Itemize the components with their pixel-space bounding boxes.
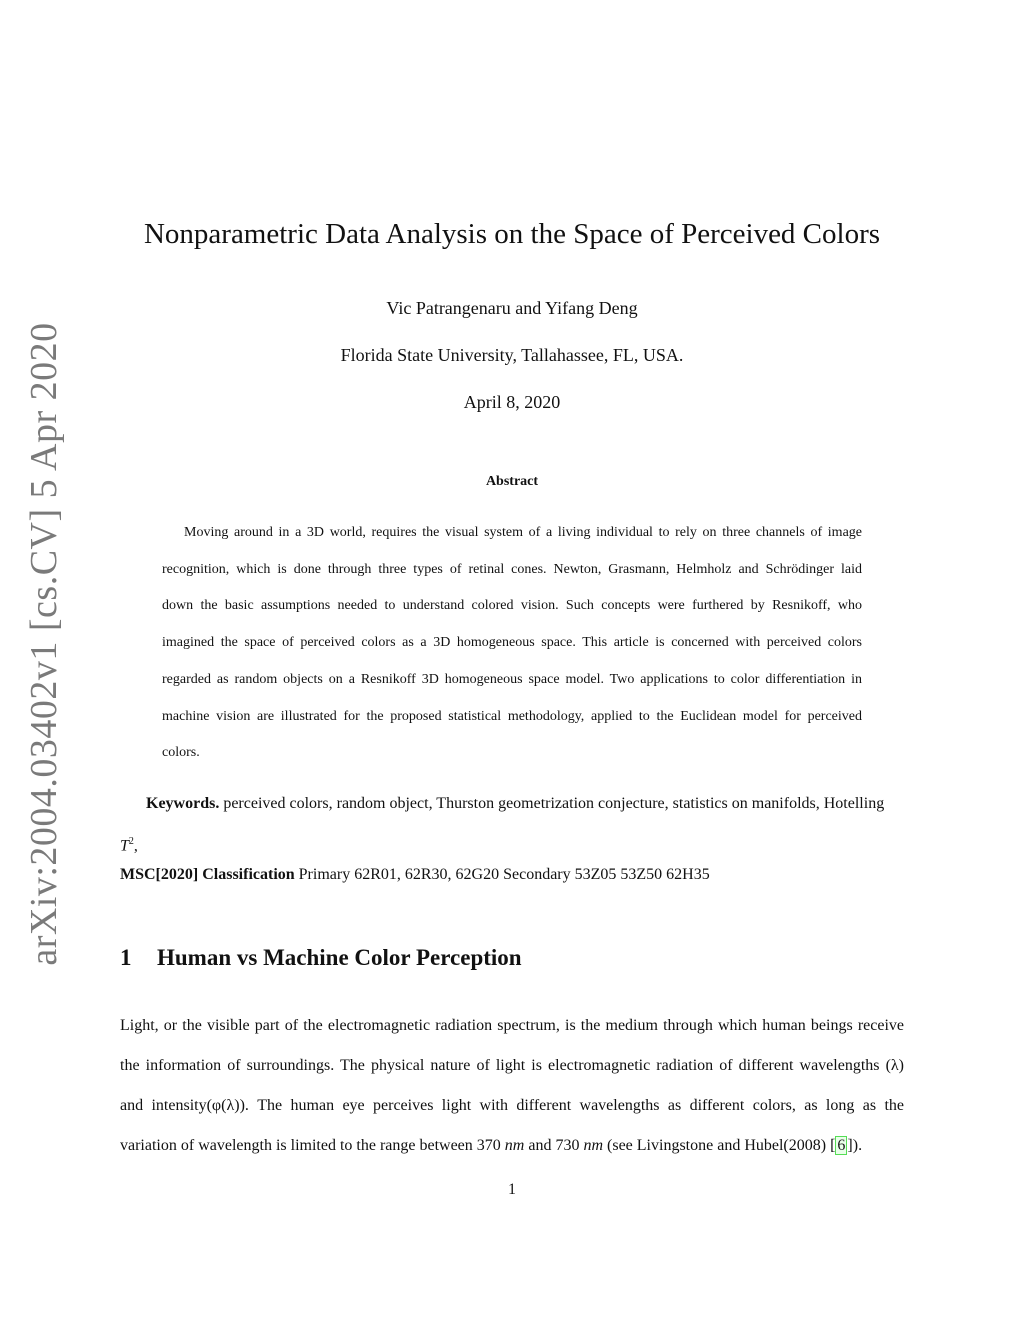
keywords-trailing-comma: , — [133, 837, 138, 855]
publication-date: April 8, 2020 — [463, 392, 561, 412]
abstract-heading: Abstract — [485, 474, 539, 489]
abstract-line: colors. — [162, 745, 200, 761]
unit-nm: nm — [583, 1137, 604, 1154]
keywords-text: perceived colors, random object, Thurston geometrization conjecture, statistics on manifolds, Hotelling — [223, 795, 885, 812]
abstract-body — [162, 515, 862, 772]
abstract-line: down the basic assumptions needed to understand colored vision. Such concepts were furthered by Resnikoff, who — [162, 598, 862, 614]
citation-link[interactable]: 6 — [837, 1137, 846, 1154]
body-text-fragment: variation of wavelength is limited to the range between 370 — [120, 1137, 505, 1154]
hotelling-t-superscript: 2 — [128, 836, 134, 847]
body-line-last — [120, 1126, 904, 1166]
abstract-line: imagined the space of perceived colors as a 3D homogeneous space. This article is concerned with perceived colors — [162, 635, 862, 651]
body-line: the information of surroundings. The physical nature of light is electromagnetic radiation of different wavelengths (λ) — [120, 1057, 904, 1074]
arxiv-stamp-text: arXiv:2004.03402v1 [cs.CV] 5 Apr 2020 — [23, 322, 65, 966]
unit-nm: nm — [504, 1137, 525, 1154]
keywords-block — [120, 785, 906, 865]
body-text-fragment: (see Livingstone and Hubel(2008) [ — [603, 1137, 836, 1154]
abstract-line: recognition, which is done through three types of retinal cones. Newton, Grasmann, Helmholz and Schrödinger laid — [162, 561, 862, 577]
affiliation: Florida State University, Tallahassee, FL, USA. — [340, 345, 684, 365]
paper-title: Nonparametric Data Analysis on the Space of Perceived Colors — [143, 218, 881, 250]
keywords-label: Keywords. — [146, 795, 220, 812]
hotelling-t-symbol: T — [120, 837, 129, 855]
section-number: 1 — [120, 945, 132, 970]
abstract-line: Moving around in a 3D world, requires the visual system of a living individual to rely on three channels of image — [184, 525, 862, 540]
body-text-fragment: and 730 — [524, 1137, 584, 1154]
abstract-line: regarded as random objects on a Resnikoff 3D homogeneous space model. Two applications to color differentiation in — [162, 671, 862, 687]
authors: Vic Patrangenaru and Yifang Deng — [386, 298, 638, 318]
body-paragraph — [120, 1006, 904, 1166]
msc-codes: Primary 62R01, 62R30, 62G20 Secondary 53Z05 53Z50 62H35 — [298, 866, 710, 883]
body-line: Light, or the visible part of the electromagnetic radiation spectrum, is the medium through which human beings receive — [120, 1017, 904, 1034]
page-number: 1 — [508, 1181, 516, 1198]
body-line: and intensity(φ(λ)). The human eye perceives light with different wavelengths as different colors, as long as the — [120, 1097, 904, 1114]
abstract-line: machine vision are illustrated for the proposed statistical methodology, applied to the Euclidean model for perceived — [162, 708, 862, 724]
msc-label: MSC[2020] Classification — [120, 866, 295, 883]
section-heading — [120, 945, 522, 971]
body-text-fragment: ]). — [847, 1137, 863, 1154]
section-title: Human vs Machine Color Perception — [157, 945, 522, 970]
msc-classification — [120, 866, 710, 884]
